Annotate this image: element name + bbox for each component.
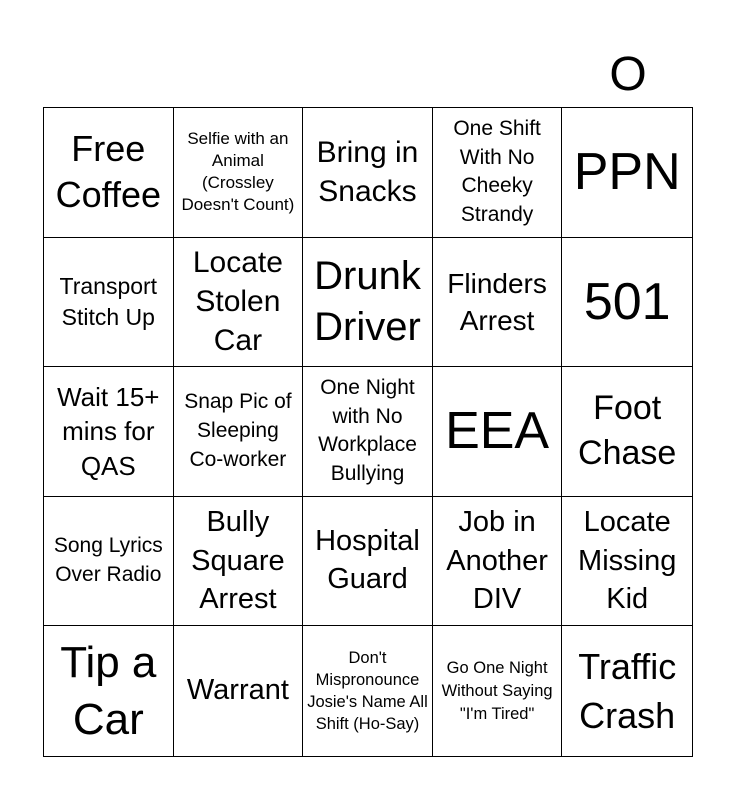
square-label: Locate Stolen Car — [192, 246, 283, 358]
bingo-square-19[interactable] — [433, 497, 563, 627]
square-label: Free Coffee — [55, 128, 161, 216]
bingo-square-22[interactable] — [174, 626, 304, 756]
bingo-square-10[interactable] — [562, 238, 692, 368]
square-label: Locate Missing Kid — [578, 506, 677, 616]
header-letter-4 — [433, 46, 563, 104]
square-label: Snap Pic of Sleeping Co-worker — [184, 390, 292, 471]
square-label: Bully Square Arrest — [191, 506, 285, 616]
square-label: Tip a Car — [60, 638, 157, 745]
square-label: Job in Another DIV — [446, 506, 548, 616]
square-label: Go One Night Without Saying "I'm Tired" — [441, 659, 553, 723]
square-label: 501 — [583, 272, 671, 331]
bingo-header — [43, 46, 693, 104]
square-label: Bring in Snacks — [316, 136, 419, 209]
bingo-square-8[interactable] — [303, 238, 433, 368]
bingo-square-18[interactable] — [303, 497, 433, 627]
bingo-square-11[interactable] — [44, 367, 174, 497]
bingo-square-16[interactable] — [44, 497, 174, 627]
square-label: Warrant — [186, 674, 289, 707]
bingo-square-4[interactable] — [433, 108, 563, 238]
bingo-square-12[interactable] — [174, 367, 304, 497]
bingo-square-14[interactable] — [433, 367, 563, 497]
bingo-square-23[interactable] — [303, 626, 433, 756]
square-label: One Night with No Workplace Bullying — [318, 375, 417, 486]
square-label: Don't Mispronounce Josie's Name All Shift (Ho-Say) — [307, 648, 428, 734]
bingo-square-3[interactable] — [303, 108, 433, 238]
bingo-square-7[interactable] — [174, 238, 304, 368]
bingo-square-15[interactable] — [562, 367, 692, 497]
header-letter-2 — [173, 46, 303, 104]
square-label: One Shift With No Cheeky Strandy — [453, 116, 541, 227]
square-label: Wait 15+ mins for QAS — [57, 381, 160, 481]
bingo-square-6[interactable] — [44, 238, 174, 368]
bingo-square-24[interactable] — [433, 626, 563, 756]
bingo-board — [43, 107, 693, 757]
bingo-square-20[interactable] — [562, 497, 692, 627]
square-label: EEA — [445, 402, 550, 461]
bingo-square-5[interactable] — [562, 108, 692, 238]
header-letter-3 — [303, 46, 433, 104]
square-label: Transport Stitch Up — [59, 273, 158, 330]
bingo-square-1[interactable] — [44, 108, 174, 238]
bingo-square-21[interactable] — [44, 626, 174, 756]
square-label: Drunk Driver — [314, 253, 421, 349]
square-label: Foot Chase — [578, 389, 677, 473]
square-label: Song Lyrics Over Radio — [53, 534, 163, 587]
header-letter-5: O — [609, 48, 647, 101]
bingo-square-17[interactable] — [174, 497, 304, 627]
header-letter-1 — [43, 46, 173, 104]
square-label: Selfie with an Animal (Crossley Doesn't Count) — [181, 129, 295, 215]
bingo-square-2[interactable] — [174, 108, 304, 238]
square-label: Hospital Guard — [315, 525, 420, 596]
bingo-square-13[interactable] — [303, 367, 433, 497]
square-label: PPN — [573, 143, 681, 202]
square-label: Traffic Crash — [578, 645, 677, 737]
bingo-square-25[interactable] — [562, 626, 692, 756]
bingo-square-9[interactable] — [433, 238, 563, 368]
square-label: Flinders Arrest — [447, 267, 547, 336]
